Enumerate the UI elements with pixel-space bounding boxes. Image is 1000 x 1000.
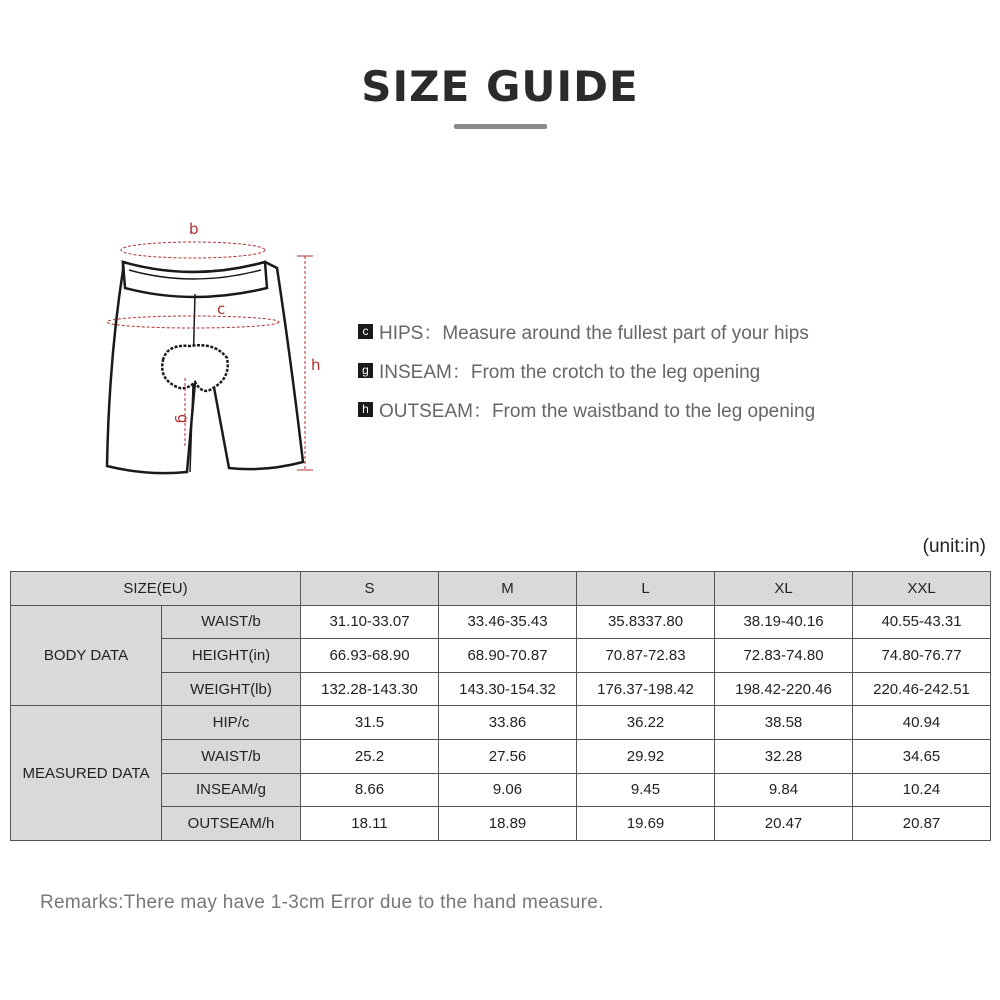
table-cell: 38.58: [715, 706, 853, 740]
table-cell: 34.65: [853, 739, 991, 773]
table-cell: 25.2: [301, 739, 439, 773]
size-header-xl: XL: [715, 572, 853, 606]
table-cell: 132.28-143.30: [301, 672, 439, 706]
table-cell: 9.84: [715, 773, 853, 807]
body-data-label: BODY DATA: [11, 605, 162, 706]
row-label: WAIST/b: [162, 739, 301, 773]
table-cell: 27.56: [439, 739, 577, 773]
measured-data-label: MEASURED DATA: [11, 706, 162, 840]
legend-row-outseam: [358, 390, 815, 429]
title-underline: [454, 124, 547, 129]
table-cell: 18.89: [439, 807, 577, 841]
table-cell: 70.87-72.83: [577, 639, 715, 673]
row-label: WAIST/b: [162, 605, 301, 639]
table-cell: 29.92: [577, 739, 715, 773]
table-cell: 10.24: [853, 773, 991, 807]
table-cell: 40.94: [853, 706, 991, 740]
legend-key-g: g: [358, 363, 373, 378]
table-cell: 20.47: [715, 807, 853, 841]
label-g: g: [174, 414, 192, 424]
table-cell: 74.80-76.77: [853, 639, 991, 673]
legend-text-outseam: OUTSEAM：From the waistband to the leg opening: [379, 401, 816, 422]
label-c: c: [217, 300, 226, 318]
table-cell: 20.87: [853, 807, 991, 841]
page-title: SIZE GUIDE: [361, 62, 639, 111]
chamois-pad: [162, 345, 228, 391]
table-cell: 9.06: [439, 773, 577, 807]
table-cell: 33.46-35.43: [439, 605, 577, 639]
legend-text-inseam: INSEAM：From the crotch to the leg opening: [379, 362, 761, 383]
shorts-diagram: [95, 210, 345, 490]
table-cell: 32.28: [715, 739, 853, 773]
table-cell: 72.83-74.80: [715, 639, 853, 673]
table-row: [11, 706, 991, 740]
remarks-note: Remarks:There may have 1-3cm Error due to the hand measure.: [40, 892, 604, 913]
table-cell: 36.22: [577, 706, 715, 740]
table-cell: 198.42-220.46: [715, 672, 853, 706]
label-h: h: [311, 356, 321, 374]
row-label: OUTSEAM/h: [162, 807, 301, 841]
legend-row-hips: [358, 312, 815, 351]
waist-marker: [121, 242, 265, 258]
table-cell: 31.10-33.07: [301, 605, 439, 639]
table-row: [11, 605, 991, 639]
size-header-m: M: [439, 572, 577, 606]
legend-row-inseam: [358, 351, 815, 390]
table-cell: 220.46-242.51: [853, 672, 991, 706]
table-cell: 8.66: [301, 773, 439, 807]
unit-label: (unit:in): [922, 536, 986, 557]
table-cell: 176.37-198.42: [577, 672, 715, 706]
size-header-xxl: XXL: [853, 572, 991, 606]
table-cell: 33.86: [439, 706, 577, 740]
legend-key-h: h: [358, 402, 373, 417]
table-cell: 143.30-154.32: [439, 672, 577, 706]
table-cell: 38.19-40.16: [715, 605, 853, 639]
table-cell: 9.45: [577, 773, 715, 807]
table-cell: 31.5: [301, 706, 439, 740]
table-header-row: [11, 572, 991, 606]
label-b: b: [189, 220, 199, 238]
row-label: WEIGHT(lb): [162, 672, 301, 706]
size-table: [10, 571, 991, 841]
table-cell: 66.93-68.90: [301, 639, 439, 673]
row-label: HEIGHT(in): [162, 639, 301, 673]
size-header: SIZE(EU): [11, 572, 301, 606]
row-label: HIP/c: [162, 706, 301, 740]
table-cell: 68.90-70.87: [439, 639, 577, 673]
table-cell: 40.55-43.31: [853, 605, 991, 639]
table-cell: 35.8337.80: [577, 605, 715, 639]
table-cell: 18.11: [301, 807, 439, 841]
legend-text-hips: HIPS：Measure around the fullest part of your hips: [379, 323, 809, 344]
table-cell: 19.69: [577, 807, 715, 841]
size-header-s: S: [301, 572, 439, 606]
legend-key-c: c: [358, 324, 373, 339]
size-header-l: L: [577, 572, 715, 606]
row-label: INSEAM/g: [162, 773, 301, 807]
measurement-legend: [358, 312, 815, 429]
